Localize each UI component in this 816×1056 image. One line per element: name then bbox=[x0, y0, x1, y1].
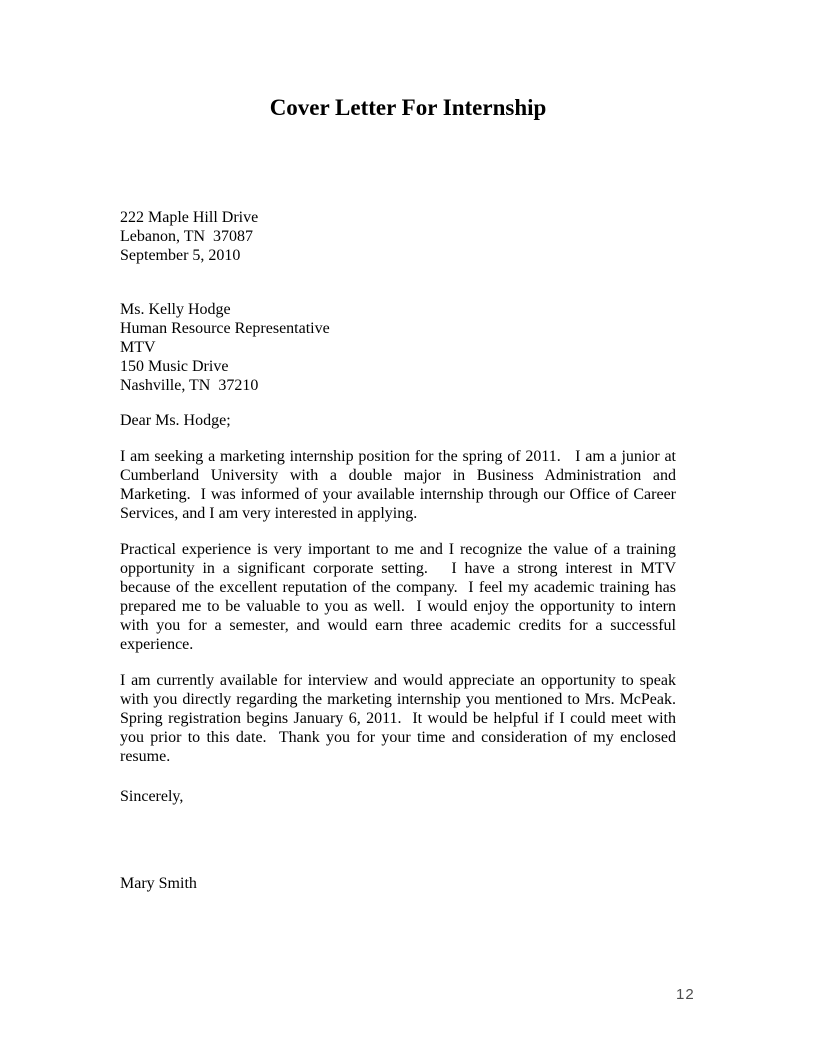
sender-address-line: September 5, 2010 bbox=[120, 247, 241, 264]
closing: Sincerely, bbox=[120, 788, 184, 805]
signature-name: Mary Smith bbox=[120, 875, 197, 892]
body-paragraph-1: I am seeking a marketing internship position for the spring of 2011. I am a junior at Cumberland University with a double major in Business Administration and Marketing. I was informed of your available internship through our Office of Career Services, and I am very interested in applying. bbox=[120, 448, 680, 522]
sender-address bbox=[120, 208, 676, 265]
sender-address-line: 222 Maple Hill Drive bbox=[120, 209, 259, 226]
recipient-address-line: 150 Music Drive bbox=[120, 358, 229, 375]
recipient-address-line: Nashville, TN 37210 bbox=[120, 377, 259, 394]
recipient-address-line: Ms. Kelly Hodge bbox=[120, 301, 231, 318]
letter-body bbox=[120, 208, 684, 893]
document-title: Cover Letter For Internship bbox=[269, 95, 547, 120]
body-paragraph-3: I am currently available for interview and would appreciate an opportunity to speak with you directly regarding the marketing internship you mentioned to Mrs. McPeak. Spring registration begins January 6, 2011. It would be helpful if I could meet with you prior to this date. Thank you for your time and consideration of my enclosed resume. bbox=[120, 672, 684, 765]
recipient-address-line: Human Resource Representative bbox=[120, 320, 330, 337]
body-paragraph-2: Practical experience is very important to me and I recognize the value of a training opportunity in a significant corporate setting. I have a strong interest in MTV because of the excellent reputation of the company. I feel my academic training has prepared me to be valuable to you as well. I would enjoy the opportunity to intern with you for a semester, and would earn three academic credits for a successful experience. bbox=[120, 541, 680, 653]
recipient-address-line: MTV bbox=[120, 339, 156, 356]
page-number: 12 bbox=[676, 986, 695, 1003]
salutation: Dear Ms. Hodge; bbox=[120, 412, 231, 429]
recipient-address bbox=[120, 300, 676, 395]
sender-address-line: Lebanon, TN 37087 bbox=[120, 228, 254, 245]
